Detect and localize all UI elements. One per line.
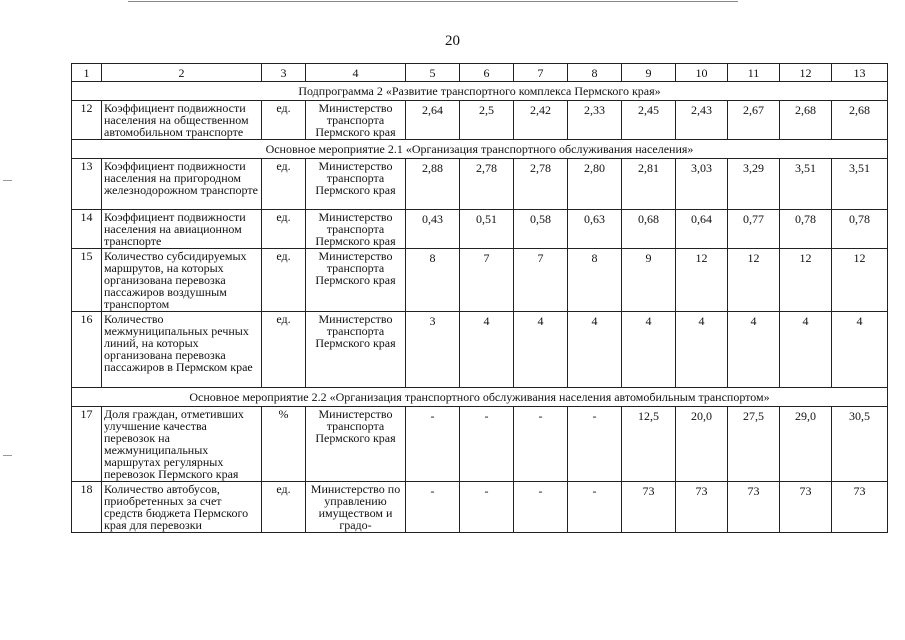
- value-cell: [406, 312, 460, 388]
- value-cell: [568, 210, 622, 249]
- value: 0,77: [743, 212, 764, 226]
- value: 9: [645, 251, 652, 265]
- row-number: 18: [72, 482, 102, 533]
- value-cell: [514, 482, 568, 533]
- value: 3,51: [795, 161, 816, 175]
- unit: ед.: [262, 159, 306, 210]
- value: 2,43: [691, 103, 712, 117]
- column-number: 9: [622, 64, 676, 82]
- section-row: [72, 388, 888, 407]
- column-number: 4: [306, 64, 406, 82]
- value: 73: [799, 484, 812, 498]
- table-row: [72, 482, 888, 533]
- value: 4: [591, 314, 598, 328]
- value-cell: [728, 101, 780, 140]
- value-cell: [406, 482, 460, 533]
- value: 20,0: [691, 409, 712, 423]
- value: 73: [642, 484, 655, 498]
- section-title: Подпрограмма 2 «Развитие транспортного комплекса Пермского края»: [72, 82, 888, 101]
- value: 0,68: [638, 212, 659, 226]
- row-number: 14: [72, 210, 102, 249]
- value-cell: [780, 159, 832, 210]
- value-cell: [676, 159, 728, 210]
- value: -: [430, 409, 435, 423]
- value: 0,64: [691, 212, 712, 226]
- value-cell: [622, 482, 676, 533]
- indicator-name: Количество автобусов, приобретенных за счет средств бюджета Пермского края для перевозки: [102, 482, 262, 533]
- value: 73: [747, 484, 760, 498]
- value-cell: [622, 407, 676, 482]
- value: 73: [695, 484, 708, 498]
- value-cell: [832, 312, 888, 388]
- value: 4: [802, 314, 809, 328]
- value-cell: [568, 407, 622, 482]
- column-number: 13: [832, 64, 888, 82]
- value: 12: [695, 251, 708, 265]
- section-row: [72, 140, 888, 159]
- indicators-table: [71, 63, 888, 533]
- value-cell: [780, 312, 832, 388]
- value: 4: [750, 314, 757, 328]
- value-cell: [832, 101, 888, 140]
- section-row: [72, 82, 888, 101]
- value: 2,68: [849, 103, 870, 117]
- row-number: 16: [72, 312, 102, 388]
- value: 0,51: [476, 212, 497, 226]
- value: 0,43: [422, 212, 443, 226]
- value: 8: [429, 251, 436, 265]
- executor: Министерство транспорта Пермского края: [306, 210, 406, 249]
- value-cell: [676, 249, 728, 312]
- value-cell: [780, 101, 832, 140]
- row-number: 13: [72, 159, 102, 210]
- unit: ед.: [262, 249, 306, 312]
- value-cell: [514, 159, 568, 210]
- column-number: 11: [728, 64, 780, 82]
- indicator-name: Коэффициент подвижности населения на общественном автомобильном транспорте: [102, 101, 262, 140]
- unit: ед.: [262, 210, 306, 249]
- value: 73: [853, 484, 866, 498]
- executor: Министерство по управлению имуществом и градо-: [306, 482, 406, 533]
- value: 4: [483, 314, 490, 328]
- value-cell: [406, 101, 460, 140]
- value: 2,81: [638, 161, 659, 175]
- value: 12: [853, 251, 866, 265]
- margin-mark: [3, 455, 12, 456]
- value-cell: [676, 312, 728, 388]
- value-cell: [568, 312, 622, 388]
- column-number: 7: [514, 64, 568, 82]
- value: 3,03: [691, 161, 712, 175]
- unit: ед.: [262, 101, 306, 140]
- executor: Министерство транспорта Пермского края: [306, 101, 406, 140]
- executor: Министерство транспорта Пермского края: [306, 407, 406, 482]
- value-cell: [780, 407, 832, 482]
- row-number: 15: [72, 249, 102, 312]
- value: 8: [591, 251, 598, 265]
- indicator-name: Коэффициент подвижности населения на авиационном транспорте: [102, 210, 262, 249]
- value-cell: [676, 101, 728, 140]
- column-number: 3: [262, 64, 306, 82]
- row-number: 12: [72, 101, 102, 140]
- value-cell: [728, 482, 780, 533]
- value: 12: [747, 251, 760, 265]
- value: 0,58: [530, 212, 551, 226]
- value-cell: [622, 312, 676, 388]
- table-row: [72, 249, 888, 312]
- value-cell: [622, 210, 676, 249]
- value-cell: [460, 312, 514, 388]
- value-cell: [780, 210, 832, 249]
- value: 2,88: [422, 161, 443, 175]
- column-number: 8: [568, 64, 622, 82]
- value: 2,68: [795, 103, 816, 117]
- value: -: [592, 409, 597, 423]
- table-row: [72, 210, 888, 249]
- value-cell: [728, 249, 780, 312]
- unit: %: [262, 407, 306, 482]
- value: 12,5: [638, 409, 659, 423]
- value-cell: [460, 101, 514, 140]
- value-cell: [676, 210, 728, 249]
- value: -: [538, 484, 543, 498]
- value: 7: [483, 251, 490, 265]
- table-row: [72, 159, 888, 210]
- unit: ед.: [262, 482, 306, 533]
- value-cell: [832, 249, 888, 312]
- value-cell: [568, 249, 622, 312]
- value-cell: [460, 249, 514, 312]
- value: 29,0: [795, 409, 816, 423]
- value-cell: [568, 101, 622, 140]
- margin-mark: [3, 180, 12, 181]
- value: 2,67: [743, 103, 764, 117]
- page-number: 20: [445, 33, 460, 49]
- value-cell: [514, 407, 568, 482]
- value-cell: [514, 210, 568, 249]
- value: 2,64: [422, 103, 443, 117]
- value-cell: [676, 407, 728, 482]
- column-number: 1: [72, 64, 102, 82]
- table-row: [72, 312, 888, 388]
- value: 2,80: [584, 161, 605, 175]
- value: 2,42: [530, 103, 551, 117]
- value: -: [484, 409, 489, 423]
- value-cell: [568, 159, 622, 210]
- value-cell: [514, 249, 568, 312]
- value: 4: [698, 314, 705, 328]
- value-cell: [514, 101, 568, 140]
- indicator-name: Доля граждан, отметивших улучшение качества перевозок на межмуниципальных маршрутах регулярных перевозок Пермского края: [102, 407, 262, 482]
- section-title: Основное мероприятие 2.1 «Организация транспортного обслуживания населения»: [72, 140, 888, 159]
- value: 0,78: [849, 212, 870, 226]
- column-number: 5: [406, 64, 460, 82]
- row-number: 17: [72, 407, 102, 482]
- value: 4: [856, 314, 863, 328]
- value: 12: [799, 251, 812, 265]
- value: -: [484, 484, 489, 498]
- value-cell: [832, 407, 888, 482]
- value-cell: [514, 312, 568, 388]
- value-cell: [622, 249, 676, 312]
- value-cell: [832, 210, 888, 249]
- value-cell: [460, 159, 514, 210]
- value: 0,78: [795, 212, 816, 226]
- executor: Министерство транспорта Пермского края: [306, 249, 406, 312]
- value-cell: [568, 482, 622, 533]
- value: -: [430, 484, 435, 498]
- value-cell: [832, 482, 888, 533]
- value: 7: [537, 251, 544, 265]
- value-cell: [728, 312, 780, 388]
- executor: Министерство транспорта Пермского края: [306, 159, 406, 210]
- value-cell: [728, 407, 780, 482]
- indicator-name: Количество субсидируемых маршрутов, на которых организована перевозка пассажиров воздушным транспортом: [102, 249, 262, 312]
- value-cell: [780, 249, 832, 312]
- value: 0,63: [584, 212, 605, 226]
- value-cell: [406, 407, 460, 482]
- value-cell: [728, 159, 780, 210]
- indicator-name: Коэффициент подвижности населения на пригородном железнодорожном транспорте: [102, 159, 262, 210]
- unit: ед.: [262, 312, 306, 388]
- value-cell: [460, 482, 514, 533]
- indicator-name: Количество межмуниципальных речных линий, на которых организована перевозка пассажиров в Пермском крае: [102, 312, 262, 388]
- value-cell: [406, 159, 460, 210]
- value: 4: [537, 314, 544, 328]
- value-cell: [728, 210, 780, 249]
- column-number: 2: [102, 64, 262, 82]
- value: 3,29: [743, 161, 764, 175]
- scan-top-edge: [128, 1, 738, 2]
- value: 4: [645, 314, 652, 328]
- value-cell: [460, 210, 514, 249]
- value-cell: [460, 407, 514, 482]
- column-number: 6: [460, 64, 514, 82]
- column-number: 10: [676, 64, 728, 82]
- value: 27,5: [743, 409, 764, 423]
- value: 3,51: [849, 161, 870, 175]
- table-row: [72, 407, 888, 482]
- value: 3: [429, 314, 436, 328]
- value: 2,5: [479, 103, 494, 117]
- value-cell: [406, 210, 460, 249]
- value-cell: [622, 159, 676, 210]
- value: 2,78: [530, 161, 551, 175]
- table-row: [72, 101, 888, 140]
- column-number: 12: [780, 64, 832, 82]
- value-cell: [676, 482, 728, 533]
- value: 2,33: [584, 103, 605, 117]
- value: 30,5: [849, 409, 870, 423]
- value: 2,78: [476, 161, 497, 175]
- value-cell: [832, 159, 888, 210]
- value-cell: [406, 249, 460, 312]
- column-number-row: [72, 64, 888, 82]
- value: -: [538, 409, 543, 423]
- value-cell: [780, 482, 832, 533]
- value: -: [592, 484, 597, 498]
- section-title: Основное мероприятие 2.2 «Организация транспортного обслуживания населения автомобильным транспортом»: [72, 388, 888, 407]
- executor: Министерство транспорта Пермского края: [306, 312, 406, 388]
- value-cell: [622, 101, 676, 140]
- value: 2,45: [638, 103, 659, 117]
